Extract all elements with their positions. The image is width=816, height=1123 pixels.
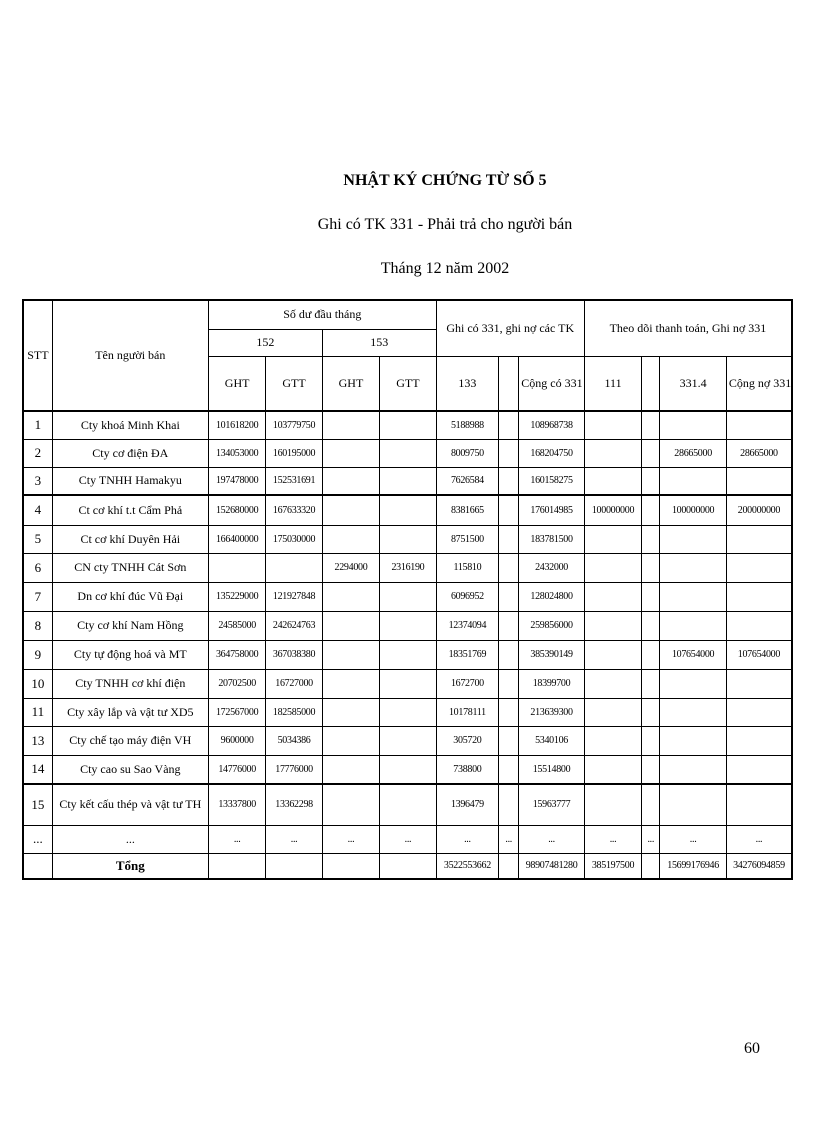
cell-cong_co: 2432000 (519, 553, 585, 582)
cell-name: Cty cao su Sao Vàng (52, 755, 208, 784)
cell-c152_ght: 172567000 (208, 698, 265, 726)
cell-c152_ght: 24585000 (208, 611, 265, 640)
cell-a133: 1396479 (436, 784, 498, 825)
cell-stt: 4 (23, 495, 52, 525)
cell-name: Cty tự động hoá và MT (52, 640, 208, 669)
table-row (23, 411, 792, 439)
table-row (23, 726, 792, 755)
cell-blank2 (642, 495, 660, 525)
cell-cong_co: 160158275 (519, 467, 585, 495)
cell-blank (499, 411, 519, 439)
table-row (23, 755, 792, 784)
cell-a111: ... (584, 825, 641, 853)
cell-c153_ght (322, 726, 379, 755)
cell-blank (499, 726, 519, 755)
cell-a3314 (660, 582, 727, 611)
total-111: 385197500 (584, 853, 641, 879)
cell-c152_ght: 364758000 (208, 640, 265, 669)
cell-name: CN cty TNHH Cát Sơn (52, 553, 208, 582)
cell-c152_ght: 134053000 (208, 439, 265, 467)
cell-name: Dn cơ khí đúc Vũ Đại (52, 582, 208, 611)
cell-c152_ght: 135229000 (208, 582, 265, 611)
cell-c153_ght (322, 495, 379, 525)
cell-a3314 (660, 726, 727, 755)
cell-c153_ght (322, 467, 379, 495)
cell-name: Cty xây lắp và vật tư XD5 (52, 698, 208, 726)
account-152-header: 152 (208, 329, 322, 356)
cell-c152_ght: 152680000 (208, 495, 265, 525)
table-row (23, 825, 792, 853)
cell-c153_gtt (380, 411, 436, 439)
cell-cong_no (726, 525, 792, 553)
cell-cong_co: 128024800 (519, 582, 585, 611)
cell-c153_ght (322, 525, 379, 553)
cell-blank2 (642, 467, 660, 495)
total-row (23, 853, 792, 879)
cell-a111 (584, 726, 641, 755)
cell-blank2 (642, 755, 660, 784)
cell-stt: 15 (23, 784, 52, 825)
cell-c153_ght (322, 439, 379, 467)
cell-blank: ... (499, 825, 519, 853)
cell-a133: 5188988 (436, 411, 498, 439)
cell-name: Cty kết cấu thép và vật tư TH (52, 784, 208, 825)
cell-blank (499, 467, 519, 495)
total-credit-331-header: Cộng có 331 (519, 356, 585, 411)
cell-a133: 6096952 (436, 582, 498, 611)
cell-blank (499, 784, 519, 825)
cell-blank2 (642, 784, 660, 825)
cell-c152_ght: ... (208, 825, 265, 853)
cell-a111 (584, 698, 641, 726)
cell-a111 (584, 439, 641, 467)
cell-blank2 (642, 611, 660, 640)
cell-c153_ght (322, 611, 379, 640)
cell-stt: ... (23, 825, 52, 853)
cell-cong_no: 28665000 (726, 439, 792, 467)
cell-c153_ght (322, 755, 379, 784)
cell-c153_gtt (380, 726, 436, 755)
supplier-header: Tên người bán (52, 300, 208, 411)
cell-a133: 7626584 (436, 467, 498, 495)
document-period: Tháng 12 năm 2002 (380, 260, 510, 277)
cell-stt: 9 (23, 640, 52, 669)
cell-cong_co: 15514800 (519, 755, 585, 784)
cell-a3314 (660, 467, 727, 495)
cell-name: Cty cơ điện ĐA (52, 439, 208, 467)
cell-blank2 (642, 582, 660, 611)
table-row (23, 640, 792, 669)
table-row (23, 467, 792, 495)
cell-blank (499, 553, 519, 582)
cell-c153_ght (322, 582, 379, 611)
total-133: 3522553662 (436, 853, 498, 879)
cell-a133: 1672700 (436, 669, 498, 698)
cell-cong_no (726, 669, 792, 698)
cell-c152_gtt: 175030000 (266, 525, 322, 553)
cell-a133: ... (436, 825, 498, 853)
cell-c152_gtt: 182585000 (266, 698, 322, 726)
account-133-header: 133 (436, 356, 498, 411)
cell-cong_no (726, 726, 792, 755)
cell-c152_gtt: 17776000 (266, 755, 322, 784)
account-111-header: 111 (584, 356, 641, 411)
payment-tracking-header: Theo dõi thanh toán, Ghi nợ 331 (584, 300, 792, 356)
cell-blank (499, 755, 519, 784)
cell-cong_no (726, 467, 792, 495)
cell-a111 (584, 755, 641, 784)
cell-a133: 8381665 (436, 495, 498, 525)
cell-a133: 12374094 (436, 611, 498, 640)
cell-cong_co: 15963777 (519, 784, 585, 825)
cell-c153_ght: ... (322, 825, 379, 853)
cell-a111 (584, 525, 641, 553)
cell-c152_gtt: 13362298 (266, 784, 322, 825)
cell-name: ... (52, 825, 208, 853)
cell-a133: 10178111 (436, 698, 498, 726)
cell-a3314: 100000000 (660, 495, 727, 525)
cell-cong_co: 213639300 (519, 698, 585, 726)
cell-cong_no: ... (726, 825, 792, 853)
cell-name: Cty khoá Minh Khai (52, 411, 208, 439)
cell-a3314 (660, 611, 727, 640)
cell-c152_gtt (266, 553, 322, 582)
cell-stt: 1 (23, 411, 52, 439)
cell-c152_gtt: 160195000 (266, 439, 322, 467)
page-number: 60 (744, 1040, 760, 1057)
cell-cong_co: 176014985 (519, 495, 585, 525)
cell-blank2 (642, 411, 660, 439)
cell-cong_no (726, 553, 792, 582)
cell-a111 (584, 640, 641, 669)
cell-c153_gtt (380, 755, 436, 784)
cell-cong_no (726, 755, 792, 784)
cell-a3314 (660, 553, 727, 582)
cell-c152_ght: 166400000 (208, 525, 265, 553)
cell-blank (499, 439, 519, 467)
cell-c152_gtt: 167633320 (266, 495, 322, 525)
cell-name: Ct cơ khí t.t Cẩm Phả (52, 495, 208, 525)
document-title: NHẬT KÝ CHỨNG TỪ SỐ 5 (343, 172, 547, 189)
table-row (23, 553, 792, 582)
cell-cong_co: 168204750 (519, 439, 585, 467)
cell-c153_gtt: 2316190 (380, 553, 436, 582)
cell-a111 (584, 669, 641, 698)
gtt-152-header: GTT (266, 356, 322, 411)
cell-blank2 (642, 698, 660, 726)
ght-152-header: GHT (208, 356, 265, 411)
cell-c153_gtt (380, 495, 436, 525)
table-row (23, 495, 792, 525)
cell-a133: 738800 (436, 755, 498, 784)
cell-a111 (584, 611, 641, 640)
cell-blank (499, 669, 519, 698)
blank-header (499, 356, 519, 411)
cell-cong_co: 108968738 (519, 411, 585, 439)
cell-name: Cty cơ khí Nam Hồng (52, 611, 208, 640)
cell-cong_no: 200000000 (726, 495, 792, 525)
cell-cong_no (726, 698, 792, 726)
cell-a111 (584, 582, 641, 611)
cell-blank (499, 611, 519, 640)
cell-a133: 8009750 (436, 439, 498, 467)
cell-a3314: ... (660, 825, 727, 853)
cell-a3314 (660, 755, 727, 784)
cell-a133: 18351769 (436, 640, 498, 669)
cell-c152_ght: 9600000 (208, 726, 265, 755)
stt-header: STT (23, 300, 52, 411)
cell-blank2 (642, 439, 660, 467)
cell-c153_gtt (380, 439, 436, 467)
cell-blank2 (642, 640, 660, 669)
cell-cong_no (726, 611, 792, 640)
table-row (23, 611, 792, 640)
cell-c153_ght (322, 698, 379, 726)
cell-a3314 (660, 411, 727, 439)
cell-c152_ght (208, 553, 265, 582)
cell-cong_co: 183781500 (519, 525, 585, 553)
cell-c153_gtt (380, 525, 436, 553)
cell-cong_no: 107654000 (726, 640, 792, 669)
cell-blank (499, 495, 519, 525)
cell-c153_gtt (380, 640, 436, 669)
cell-c153_gtt (380, 698, 436, 726)
table-row (23, 582, 792, 611)
cell-cong_co: 385390149 (519, 640, 585, 669)
gtt-153-header: GTT (380, 356, 436, 411)
document-subtitle: Ghi có TK 331 - Phải trả cho người bán (317, 216, 573, 233)
cell-cong_co: 259856000 (519, 611, 585, 640)
cell-c152_gtt: 242624763 (266, 611, 322, 640)
table-row (23, 698, 792, 726)
table-row (23, 784, 792, 825)
table-row (23, 669, 792, 698)
cell-cong_co: 18399700 (519, 669, 585, 698)
total-debit-331-header: Cộng nợ 331 (726, 356, 792, 411)
table-row (23, 439, 792, 467)
cell-blank (499, 640, 519, 669)
cell-cong_no (726, 784, 792, 825)
blank-header-2 (642, 356, 660, 411)
cell-cong_no (726, 411, 792, 439)
cell-c153_gtt (380, 669, 436, 698)
cell-stt: 8 (23, 611, 52, 640)
cell-stt: 5 (23, 525, 52, 553)
cell-stt: 3 (23, 467, 52, 495)
cell-stt: 2 (23, 439, 52, 467)
cell-c152_gtt: 367038380 (266, 640, 322, 669)
total-cong-co: 98907481280 (519, 853, 585, 879)
cell-c153_ght (322, 411, 379, 439)
total-label: Tổng (52, 853, 208, 879)
opening-balance-header: Số dư đầu tháng (208, 300, 436, 329)
cell-blank2 (642, 726, 660, 755)
cell-cong_no (726, 582, 792, 611)
cell-a3314 (660, 698, 727, 726)
cell-blank2 (642, 525, 660, 553)
cell-stt: 14 (23, 755, 52, 784)
cell-cong_co: ... (519, 825, 585, 853)
cell-cong_co: 5340106 (519, 726, 585, 755)
cell-c152_ght: 14776000 (208, 755, 265, 784)
cell-c153_ght (322, 640, 379, 669)
cell-a133: 8751500 (436, 525, 498, 553)
cell-c153_gtt (380, 467, 436, 495)
cell-c152_ght: 197478000 (208, 467, 265, 495)
cell-stt: 6 (23, 553, 52, 582)
cell-name: Cty TNHH cơ khí điện (52, 669, 208, 698)
cell-c152_gtt: 103779750 (266, 411, 322, 439)
cell-c153_ght (322, 669, 379, 698)
cell-c152_gtt: 16727000 (266, 669, 322, 698)
cell-stt: 13 (23, 726, 52, 755)
cell-a111 (584, 411, 641, 439)
cell-stt: 7 (23, 582, 52, 611)
cell-c153_gtt (380, 784, 436, 825)
credit-331-header: Ghi có 331, ghi nợ các TK (436, 300, 584, 356)
cell-a3314: 28665000 (660, 439, 727, 467)
cell-c152_gtt: 152531691 (266, 467, 322, 495)
cell-blank2: ... (642, 825, 660, 853)
cell-blank (499, 582, 519, 611)
cell-a3314 (660, 669, 727, 698)
cell-stt: 10 (23, 669, 52, 698)
total-3314: 15699176946 (660, 853, 727, 879)
cell-c152_ght: 20702500 (208, 669, 265, 698)
cell-a111 (584, 784, 641, 825)
cell-c153_ght: 2294000 (322, 553, 379, 582)
cell-c152_gtt: 121927848 (266, 582, 322, 611)
cell-c153_gtt (380, 611, 436, 640)
total-cong-no: 34276094859 (726, 853, 792, 879)
cell-name: Cty chế tạo máy điện VH (52, 726, 208, 755)
cell-a3314 (660, 525, 727, 553)
cell-c152_gtt: 5034386 (266, 726, 322, 755)
account-3314-header: 331.4 (660, 356, 727, 411)
cell-c152_ght: 13337800 (208, 784, 265, 825)
cell-name: Cty TNHH Hamakyu (52, 467, 208, 495)
cell-a133: 115810 (436, 553, 498, 582)
cell-c152_gtt: ... (266, 825, 322, 853)
cell-a111: 100000000 (584, 495, 641, 525)
cell-a111 (584, 467, 641, 495)
cell-a133: 305720 (436, 726, 498, 755)
cell-stt: 11 (23, 698, 52, 726)
cell-a3314 (660, 784, 727, 825)
cell-c152_ght: 101618200 (208, 411, 265, 439)
cell-c153_gtt (380, 582, 436, 611)
cell-blank (499, 698, 519, 726)
cell-blank (499, 525, 519, 553)
cell-blank2 (642, 669, 660, 698)
cell-c153_ght (322, 784, 379, 825)
cell-name: Ct cơ khí Duyên Hải (52, 525, 208, 553)
cell-a3314: 107654000 (660, 640, 727, 669)
table-row (23, 525, 792, 553)
cell-c153_gtt: ... (380, 825, 436, 853)
account-153-header: 153 (322, 329, 436, 356)
ght-153-header: GHT (322, 356, 379, 411)
cell-a111 (584, 553, 641, 582)
ledger-table (22, 299, 793, 880)
cell-blank2 (642, 553, 660, 582)
